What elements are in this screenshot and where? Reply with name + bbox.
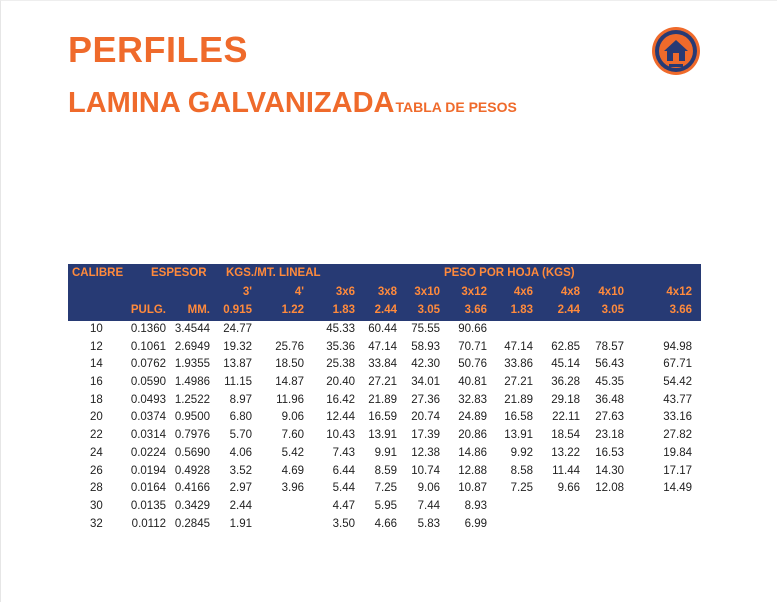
subheader-3x10: 3x10 <box>414 286 440 298</box>
table-cell: 47.14 <box>368 340 397 353</box>
table-cell: 14.49 <box>663 482 692 495</box>
table-cell: 0.7976 <box>174 429 210 442</box>
table-cell: 35.36 <box>326 340 355 353</box>
table-cell: 0.0224 <box>130 446 166 459</box>
table-cell: 0.3429 <box>174 499 210 512</box>
table-cell: 14.87 <box>275 376 304 389</box>
table-cell: 5.95 <box>374 499 397 512</box>
table-cell: 56.43 <box>595 358 624 371</box>
table-cell: 22 <box>90 429 103 442</box>
unitheader-10: 3.05 <box>601 304 624 316</box>
table-cell: 27.21 <box>368 376 397 389</box>
table-cell: 13.87 <box>223 358 252 371</box>
table-cell: 9.06 <box>281 411 304 424</box>
table-cell: 26 <box>90 464 103 477</box>
table-cell: 78.57 <box>595 340 624 353</box>
unitheader-3: 1.22 <box>281 304 304 316</box>
table-cell: 27.82 <box>663 429 692 442</box>
table-cell: 0.0194 <box>130 464 166 477</box>
table-cell: 20.74 <box>411 411 440 424</box>
page-subtitle: LAMINA GALVANIZADA <box>68 87 395 119</box>
table-row <box>68 463 701 481</box>
table-cell: 0.1360 <box>130 323 166 335</box>
table-cell: 7.44 <box>417 499 440 512</box>
table-row <box>68 339 701 357</box>
table-cell: 34.01 <box>411 376 440 389</box>
table-cell: 13.22 <box>551 446 580 459</box>
table-cell: 2.44 <box>229 499 252 512</box>
table-cell: 12.44 <box>326 411 355 424</box>
table-cell: 50.76 <box>458 358 487 371</box>
table-cell: 1.9355 <box>174 358 210 371</box>
table-cell: 29.18 <box>551 393 580 406</box>
table-cell: 24.89 <box>458 411 487 424</box>
table-cell: 90.66 <box>458 323 487 335</box>
table-cell: 18 <box>90 393 103 406</box>
table-cell: 0.9500 <box>174 411 210 424</box>
table-cell: 28 <box>90 482 103 495</box>
table-cell: 10.74 <box>411 464 440 477</box>
table-cell: 0.0112 <box>131 517 166 530</box>
subtitle-line <box>68 86 517 120</box>
header-espesor: ESPESOR <box>151 267 207 279</box>
table-cell: 30 <box>90 499 103 512</box>
table-row <box>68 392 701 410</box>
table-cell: 1.2522 <box>174 393 210 406</box>
table-cell: 70.71 <box>458 340 487 353</box>
table-cell: 20.86 <box>458 429 487 442</box>
table-cell: 0.2845 <box>174 517 210 530</box>
table-cell: 32 <box>90 517 103 530</box>
unitheader-5: 2.44 <box>374 304 397 316</box>
table-row <box>68 480 701 498</box>
table-cell: 8.97 <box>229 393 252 406</box>
table-cell: 40.81 <box>458 376 487 389</box>
table-cell: 16 <box>90 376 103 389</box>
table-cell: 5.70 <box>229 429 252 442</box>
table-row <box>68 498 701 516</box>
table-body <box>68 321 701 533</box>
table-cell: 13.91 <box>368 429 397 442</box>
subheader-4x8: 4x8 <box>560 286 580 298</box>
table-cell: 0.1061 <box>130 340 166 353</box>
table-cell: 36.48 <box>595 393 624 406</box>
table-cell: 16.59 <box>368 411 397 424</box>
table-cell: 42.30 <box>411 358 440 371</box>
table-cell: 17.39 <box>411 429 440 442</box>
table-row <box>68 516 701 534</box>
table-cell: 10.43 <box>326 429 355 442</box>
table-cell: 17.17 <box>663 464 692 477</box>
table-cell: 2.6949 <box>174 340 210 353</box>
table-cell: 1.4986 <box>174 376 210 389</box>
table-cell: 1.91 <box>229 517 252 530</box>
table-cell: 4.47 <box>332 499 355 512</box>
table-cell: 94.98 <box>663 340 692 353</box>
unitheader-4: 1.83 <box>332 304 355 316</box>
table-cell: 8.58 <box>510 464 533 477</box>
table-cell: 7.60 <box>281 429 304 442</box>
table-cell: 36.28 <box>551 376 580 389</box>
table-cell: 27.63 <box>595 411 624 424</box>
table-cell: 0.0164 <box>130 482 166 495</box>
table-cell: 7.43 <box>332 446 355 459</box>
table-cell: 12.08 <box>595 482 624 495</box>
table-cell: 5.42 <box>281 446 304 459</box>
table-cell: 3.50 <box>332 517 355 530</box>
table-cell: 60.44 <box>368 323 397 335</box>
unitheader-11: 3.66 <box>669 304 692 316</box>
table-cell: 9.66 <box>557 482 580 495</box>
table-cell: 47.14 <box>504 340 533 353</box>
table-cell: 12.38 <box>411 446 440 459</box>
table-cell: 3.96 <box>281 482 304 495</box>
subheader-3: 3' <box>242 286 252 298</box>
subheader-3x6: 3x6 <box>335 286 355 298</box>
table-cell: 32.83 <box>458 393 487 406</box>
table-cell: 8.59 <box>374 464 397 477</box>
unitheader-7: 3.66 <box>464 304 487 316</box>
table-cell: 0.0493 <box>130 393 166 406</box>
table-cell: 58.93 <box>411 340 440 353</box>
table-cell: 33.84 <box>368 358 397 371</box>
subheader-4: 4' <box>294 286 304 298</box>
unitheader-9: 2.44 <box>557 304 580 316</box>
table-cell: 4.66 <box>374 517 397 530</box>
table-cell: 16.42 <box>326 393 355 406</box>
table-cell: 67.71 <box>663 358 692 371</box>
table-cell: 62.85 <box>551 340 580 353</box>
table-cell: 9.91 <box>374 446 397 459</box>
subheader-3x8: 3x8 <box>377 286 397 298</box>
table-row <box>68 321 701 339</box>
table-cell: 5.44 <box>332 482 355 495</box>
table-cell: 19.32 <box>223 340 252 353</box>
table-cell: 0.5690 <box>174 446 210 459</box>
table-cell: 10 <box>90 323 103 335</box>
table-row <box>68 409 701 427</box>
table-cell: 33.16 <box>663 411 692 424</box>
table-cell: 54.42 <box>663 376 692 389</box>
unitheader-8: 1.83 <box>510 304 533 316</box>
table-cell: 12 <box>90 340 103 353</box>
table-cell: 0.0314 <box>130 429 166 442</box>
table-row <box>68 374 701 392</box>
table-cell: 9.92 <box>510 446 533 459</box>
table-cell: 0.0590 <box>130 376 166 389</box>
header-calibre: CALIBRE <box>72 267 124 279</box>
unitheader-1: MM. <box>187 304 210 316</box>
table-cell: 3.4544 <box>174 323 210 335</box>
table-cell: 21.89 <box>368 393 397 406</box>
table-cell: 75.55 <box>411 323 440 335</box>
table-cell: 2.97 <box>229 482 252 495</box>
table-cell: 21.89 <box>504 393 533 406</box>
table-cell: 14.86 <box>458 446 487 459</box>
table-cell: 20 <box>90 411 103 424</box>
table-cell: 18.54 <box>551 429 580 442</box>
table-cell: 45.14 <box>551 358 580 371</box>
table-cell: 25.38 <box>326 358 355 371</box>
table-cell: 10.87 <box>458 482 487 495</box>
table-cell: 45.33 <box>326 323 355 335</box>
table-header <box>68 264 701 321</box>
table-cell: 43.77 <box>663 393 692 406</box>
weights-table <box>68 264 701 533</box>
table-cell: 24.77 <box>223 323 252 335</box>
table-cell: 0.4166 <box>174 482 210 495</box>
table-cell: 6.99 <box>464 517 487 530</box>
table-row <box>68 356 701 374</box>
subheader-4x10: 4x10 <box>598 286 624 298</box>
table-cell: 24 <box>90 446 103 459</box>
table-cell: 11.15 <box>224 376 252 389</box>
table-cell: 4.06 <box>229 446 252 459</box>
table-cell: 4.69 <box>281 464 304 477</box>
table-cell: 16.53 <box>595 446 624 459</box>
table-cell: 14 <box>90 358 103 371</box>
table-cell: 6.44 <box>332 464 355 477</box>
table-cell: 9.06 <box>417 482 440 495</box>
house-logo-icon <box>651 26 701 76</box>
table-cell: 14.30 <box>595 464 624 477</box>
table-row <box>68 445 701 463</box>
header-peso-por-hoja: PESO POR HOJA (KGS) <box>444 267 575 279</box>
table-row <box>68 427 701 445</box>
table-cell: 5.83 <box>417 517 440 530</box>
subheader-4x12: 4x12 <box>666 286 692 298</box>
table-cell: 33.86 <box>504 358 533 371</box>
unitheader-2: 0.915 <box>223 304 252 316</box>
table-cell: 45.35 <box>595 376 624 389</box>
table-cell: 0.0762 <box>130 358 166 371</box>
table-cell: 7.25 <box>510 482 533 495</box>
table-cell: 0.4928 <box>174 464 210 477</box>
table-cell: 12.88 <box>458 464 487 477</box>
table-cell: 8.93 <box>464 499 487 512</box>
table-cell: 23.18 <box>595 429 624 442</box>
subheader-3x12: 3x12 <box>461 286 487 298</box>
table-cell: 0.0374 <box>130 411 166 424</box>
table-cell: 19.84 <box>663 446 692 459</box>
header-kgs-mt-lineal: KGS./MT. LINEAL <box>226 267 321 279</box>
unitheader-0: PULG. <box>130 304 166 316</box>
table-cell: 20.40 <box>326 376 355 389</box>
subheader-4x6: 4x6 <box>513 286 533 298</box>
table-cell: 11.96 <box>276 393 304 406</box>
table-cell: 6.80 <box>229 411 252 424</box>
unitheader-6: 3.05 <box>417 304 440 316</box>
table-cell: 27.36 <box>411 393 440 406</box>
table-cell: 3.52 <box>229 464 252 477</box>
table-cell: 13.91 <box>504 429 533 442</box>
table-cell: 25.76 <box>275 340 304 353</box>
table-cell: 18.50 <box>275 358 304 371</box>
table-cell: 0.0135 <box>130 499 166 512</box>
table-cell: 27.21 <box>504 376 533 389</box>
table-cell: 22.11 <box>552 411 580 424</box>
page-title: PERFILES <box>68 29 249 70</box>
table-cell: 16.58 <box>504 411 533 424</box>
table-tag: TABLA DE PESOS <box>395 99 517 115</box>
table-cell: 11.44 <box>552 464 580 477</box>
table-cell: 7.25 <box>374 482 397 495</box>
